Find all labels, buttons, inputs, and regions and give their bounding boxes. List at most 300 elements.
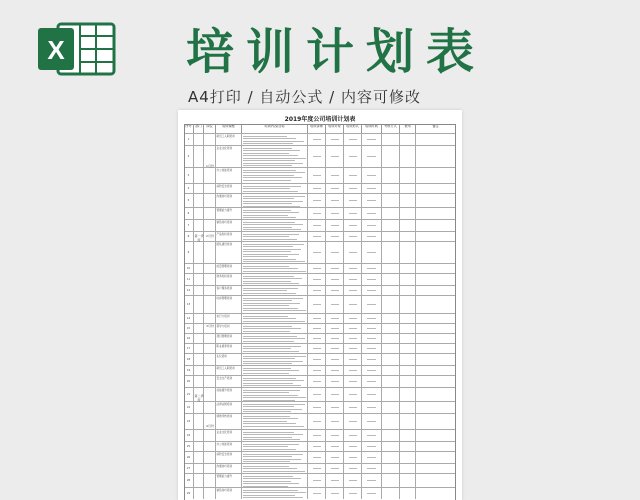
text-line [243, 234, 300, 235]
table-row [184, 413, 456, 429]
text-line [243, 346, 302, 347]
empty-cell [416, 314, 456, 323]
value-cell [362, 220, 382, 231]
content-cell [242, 134, 308, 145]
empty-cell [194, 376, 204, 387]
empty-cell [400, 388, 416, 401]
value-cell [344, 488, 362, 499]
empty-cell [382, 344, 400, 353]
empty-cell [204, 242, 216, 263]
text-line [243, 421, 288, 422]
empty-cell [382, 242, 400, 263]
value-cell [362, 264, 382, 273]
text-line [331, 493, 339, 494]
text-line [243, 300, 292, 301]
empty-cell [382, 388, 400, 401]
value-cell [326, 220, 344, 231]
text-line [331, 407, 339, 408]
value-cell [326, 452, 344, 463]
course-cell: 项目管理培训 [216, 334, 242, 343]
course-cell: 沟通技巧培训 [216, 464, 242, 473]
empty-cell [382, 264, 400, 273]
column-header: 培训内容/目标 [242, 124, 308, 133]
text-line [243, 456, 293, 457]
row-number: 16 [184, 334, 194, 343]
text-line [243, 318, 297, 319]
empty-cell [400, 376, 416, 387]
empty-cell [204, 402, 216, 413]
empty-cell [416, 474, 456, 487]
empty-cell [400, 430, 416, 441]
value-cell [362, 344, 382, 353]
text-line [243, 278, 303, 279]
row-number: 11 [184, 274, 194, 285]
text-line [313, 446, 321, 447]
text-line [313, 370, 321, 371]
empty-cell [400, 134, 416, 145]
text-line [367, 493, 376, 494]
text-line [349, 328, 357, 329]
text-line [367, 348, 376, 349]
empty-cell [382, 208, 400, 219]
value-cell [362, 414, 382, 429]
table-row [184, 451, 456, 463]
text-line [313, 200, 321, 201]
text-line [243, 150, 301, 151]
row-number: 10 [184, 264, 194, 273]
course-cell: 新员工入职培训 [216, 366, 242, 375]
value-cell [362, 366, 382, 375]
empty-cell [382, 376, 400, 387]
excel-logo-icon [38, 22, 116, 76]
text-line [313, 304, 321, 305]
text-line [243, 244, 304, 245]
text-line [243, 222, 295, 223]
value-cell [326, 286, 344, 295]
text-line [331, 318, 339, 319]
empty-cell [400, 442, 416, 451]
value-cell [344, 296, 362, 313]
row-number: 6 [184, 208, 194, 219]
text-line [243, 390, 301, 391]
value-cell [344, 242, 362, 263]
content-cell [242, 442, 308, 451]
text-line [243, 328, 301, 329]
text-line [243, 432, 295, 433]
value-cell [308, 474, 326, 487]
empty-cell [194, 334, 204, 343]
value-cell [326, 134, 344, 145]
value-cell [344, 324, 362, 333]
text-line [313, 328, 321, 329]
text-line [243, 361, 304, 362]
text-line [243, 175, 294, 176]
column-header: 费用 [400, 124, 416, 133]
table-row [184, 323, 456, 333]
value-cell [344, 452, 362, 463]
empty-cell [416, 414, 456, 429]
empty-cell [400, 242, 416, 263]
text-line [313, 381, 321, 382]
content-cell [242, 474, 308, 487]
value-cell [362, 464, 382, 473]
empty-cell [416, 488, 456, 499]
empty-cell [204, 376, 216, 387]
text-line [243, 444, 299, 445]
text-line [243, 239, 297, 240]
text-line [331, 446, 339, 447]
value-cell [326, 414, 344, 429]
text-line [243, 141, 304, 142]
empty-cell [204, 274, 216, 285]
table-row [184, 295, 456, 313]
empty-cell [400, 232, 416, 241]
text-line [367, 139, 376, 140]
value-cell [344, 334, 362, 343]
text-line [243, 180, 292, 181]
text-line [243, 215, 288, 216]
text-line [349, 279, 357, 280]
row-number: 18 [184, 354, 194, 365]
text-line [243, 293, 296, 294]
value-cell [344, 376, 362, 387]
text-line [243, 196, 306, 197]
value-cell [344, 388, 362, 401]
value-cell [344, 286, 362, 295]
text-line [367, 156, 376, 157]
text-line [367, 236, 376, 237]
empty-cell [194, 194, 204, 207]
value-cell [326, 194, 344, 207]
text-line [243, 227, 293, 228]
text-line [243, 351, 299, 352]
content-cell [242, 334, 308, 343]
text-line [331, 213, 339, 214]
table-row [184, 387, 456, 401]
text-line [349, 268, 357, 269]
text-line [367, 200, 376, 201]
content-cell [242, 208, 308, 219]
content-cell [242, 452, 308, 463]
text-line [349, 407, 357, 408]
value-cell [362, 232, 382, 241]
course-cell: 技能提升培训 [216, 388, 242, 401]
table-row [184, 353, 456, 365]
text-line [331, 370, 339, 371]
course-cell: 销售技巧培训 [216, 220, 242, 231]
text-line [243, 370, 300, 371]
text-line [313, 268, 321, 269]
value-cell [344, 264, 362, 273]
empty-cell [416, 286, 456, 295]
empty-cell [382, 366, 400, 375]
empty-cell [204, 168, 216, 183]
value-cell [362, 388, 382, 401]
value-cell [362, 376, 382, 387]
value-cell [344, 274, 362, 285]
value-cell [362, 184, 382, 193]
table-row [184, 375, 456, 387]
content-cell [242, 184, 308, 193]
empty-cell [416, 264, 456, 273]
value-cell [344, 464, 362, 473]
row-number: 1 [184, 134, 194, 145]
empty-cell [194, 430, 204, 441]
page-title: 培训计划表 [186, 24, 487, 80]
text-line [243, 153, 290, 154]
content-cell [242, 430, 308, 441]
text-line [313, 480, 321, 481]
empty-cell [194, 146, 204, 167]
text-line [349, 457, 357, 458]
text-line [243, 416, 290, 417]
value-cell [344, 474, 362, 487]
text-line [243, 186, 301, 187]
content-cell [242, 168, 308, 183]
text-line [243, 483, 299, 484]
text-line [243, 383, 294, 384]
course-cell: 安全生产培训 [216, 376, 242, 387]
empty-cell [400, 402, 416, 413]
value-cell [362, 194, 382, 207]
empty-cell [204, 194, 216, 207]
empty-cell [204, 344, 216, 353]
empty-cell [194, 452, 204, 463]
text-line [349, 480, 357, 481]
value-cell [344, 168, 362, 183]
text-line [243, 259, 297, 260]
empty-cell [194, 464, 204, 473]
row-number: 20 [184, 376, 194, 387]
empty-cell [416, 146, 456, 167]
value-cell [344, 220, 362, 231]
text-line [349, 236, 357, 237]
text-line [243, 310, 306, 311]
content-cell [242, 488, 308, 499]
text-line [243, 492, 306, 493]
empty-cell [204, 314, 216, 323]
text-line [243, 426, 304, 427]
text-line [331, 348, 339, 349]
quarter-label: 第一季度 [194, 234, 204, 242]
value-cell [326, 334, 344, 343]
content-cell [242, 414, 308, 429]
value-cell [362, 274, 382, 285]
text-line [243, 331, 290, 332]
text-line [243, 326, 293, 327]
empty-cell [204, 134, 216, 145]
empty-cell [194, 442, 204, 451]
text-line [349, 421, 357, 422]
text-line [243, 138, 296, 139]
table-row [184, 429, 456, 441]
empty-cell [204, 334, 216, 343]
text-line [349, 348, 357, 349]
text-line [243, 404, 305, 405]
table-row [184, 231, 456, 241]
empty-cell [194, 264, 204, 273]
column-header: 培训课程 [216, 124, 242, 133]
empty-cell [400, 474, 416, 487]
value-cell [326, 264, 344, 273]
value-cell [308, 208, 326, 219]
empty-cell [204, 354, 216, 365]
text-line [367, 304, 376, 305]
text-line [243, 148, 292, 149]
text-line [367, 268, 376, 269]
empty-cell [416, 232, 456, 241]
row-number: 17 [184, 344, 194, 353]
row-number: 4 [184, 184, 194, 193]
content-cell [242, 296, 308, 313]
text-line [243, 256, 288, 257]
table-row [184, 463, 456, 473]
empty-cell [400, 414, 416, 429]
column-header: 岗位 [204, 124, 216, 133]
row-number: 13 [184, 296, 194, 313]
value-cell [326, 402, 344, 413]
empty-cell [416, 344, 456, 353]
empty-cell [400, 296, 416, 313]
text-line [243, 336, 297, 337]
content-cell [242, 220, 308, 231]
value-cell [362, 324, 382, 333]
course-cell: 企业文化培训 [216, 430, 242, 441]
empty-cell [382, 134, 400, 145]
text-line [243, 188, 290, 189]
text-line [349, 493, 357, 494]
empty-cell [416, 334, 456, 343]
row-number: 25 [184, 442, 194, 451]
empty-cell [382, 464, 400, 473]
text-line [243, 466, 289, 467]
empty-cell [204, 264, 216, 273]
text-line [243, 288, 299, 289]
text-line [313, 175, 321, 176]
text-line [331, 457, 339, 458]
table-row [184, 333, 456, 343]
text-line [243, 266, 290, 267]
value-cell [326, 354, 344, 365]
month-label: 1月份 [206, 164, 214, 168]
text-line [313, 457, 321, 458]
empty-cell [400, 344, 416, 353]
text-line [349, 188, 357, 189]
course-cell: 办公技能培训 [216, 168, 242, 183]
text-line [313, 236, 321, 237]
text-line [367, 394, 376, 395]
course-cell: 领导力培训 [216, 324, 242, 333]
row-number: 5 [184, 194, 194, 207]
value-cell [308, 324, 326, 333]
empty-cell [194, 314, 204, 323]
empty-cell [416, 242, 456, 263]
text-line [313, 279, 321, 280]
empty-cell [194, 286, 204, 295]
value-cell [362, 402, 382, 413]
text-line [243, 406, 294, 407]
value-cell [326, 442, 344, 451]
course-cell: 职业素养培训 [216, 344, 242, 353]
sheet-title: 2019年度公司培训计划表 [284, 116, 356, 123]
text-line [349, 381, 357, 382]
text-line [243, 201, 303, 202]
text-line [243, 170, 297, 171]
empty-cell [194, 184, 204, 193]
value-cell [326, 146, 344, 167]
text-line [331, 304, 339, 305]
value-cell [326, 474, 344, 487]
value-cell [362, 146, 382, 167]
text-line [367, 279, 376, 280]
value-cell [344, 414, 362, 429]
text-line [243, 155, 298, 156]
row-number: 14 [184, 314, 194, 323]
value-cell [344, 194, 362, 207]
table-row [184, 133, 456, 145]
empty-cell [416, 208, 456, 219]
text-line [243, 454, 304, 455]
value-cell [308, 464, 326, 473]
text-line [367, 421, 376, 422]
table-row [184, 401, 456, 413]
empty-cell [382, 184, 400, 193]
empty-cell [194, 354, 204, 365]
table-row [184, 263, 456, 273]
value-cell [344, 354, 362, 365]
value-cell [326, 388, 344, 401]
empty-cell [204, 286, 216, 295]
column-header: 序号 [184, 124, 194, 133]
value-cell [308, 314, 326, 323]
value-cell [308, 430, 326, 441]
text-line [243, 392, 290, 393]
empty-cell [416, 134, 456, 145]
empty-cell [194, 344, 204, 353]
empty-cell [416, 168, 456, 183]
table-row [184, 273, 456, 285]
text-line [243, 490, 298, 491]
course-cell: 财务知识培训 [216, 274, 242, 285]
column-header: 培训时间 [362, 124, 382, 133]
table-row [184, 473, 456, 487]
value-cell [308, 264, 326, 273]
text-line [243, 224, 304, 225]
content-cell [242, 314, 308, 323]
empty-cell [400, 464, 416, 473]
value-cell [326, 376, 344, 387]
value-cell [308, 232, 326, 241]
content-cell [242, 146, 308, 167]
text-line [243, 305, 290, 306]
empty-cell [400, 334, 416, 343]
row-number: 24 [184, 430, 194, 441]
value-cell [308, 452, 326, 463]
row-number: 29 [184, 488, 194, 499]
empty-cell [400, 264, 416, 273]
empty-cell [416, 194, 456, 207]
text-line [243, 276, 294, 277]
text-line [243, 459, 301, 460]
text-line [331, 435, 339, 436]
course-cell: 绩效考核培训 [216, 414, 242, 429]
text-line [367, 290, 376, 291]
text-line [331, 290, 339, 291]
empty-cell [382, 146, 400, 167]
empty-cell [204, 452, 216, 463]
text-line [367, 407, 376, 408]
content-cell [242, 344, 308, 353]
